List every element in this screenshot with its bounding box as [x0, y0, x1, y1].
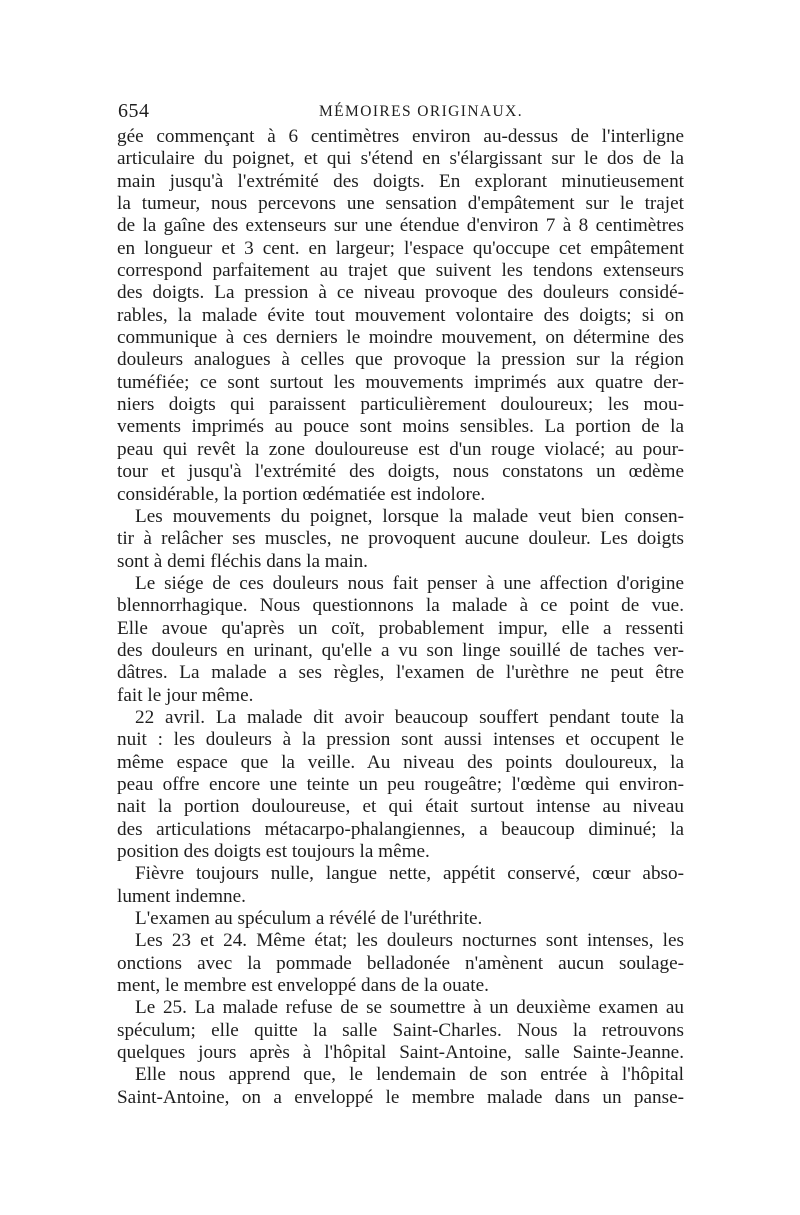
- text-line: Les 23 et 24. Même état; les douleurs nocturnes sont intenses, les: [135, 930, 684, 952]
- running-title: MÉMOIRES ORIGINAUX.: [319, 103, 523, 120]
- text-line: spéculum; elle quitte la salle Saint-Charles. Nous la retrouvons: [117, 1019, 684, 1041]
- text-line: fait le jour même.: [117, 684, 254, 706]
- text-line: Elle avoue qu'après un coït, probablement impur, elle a ressenti: [117, 617, 684, 639]
- text-line: position des doigts est toujours la même.: [117, 841, 430, 862]
- page-header: [118, 100, 684, 126]
- text-line: ment, le membre est enveloppé dans de la ouate.: [117, 975, 489, 997]
- text-line: des douleurs en urinant, qu'elle a vu son linge souillé de taches ver-: [117, 639, 684, 661]
- text-line: lument indemne.: [117, 885, 246, 907]
- text-line: des articulations métacarpo-phalangiennes, a beaucoup diminué; la: [117, 818, 684, 840]
- text-line: tour et jusqu'à l'extrémité des doigts, nous constatons un œdème: [117, 461, 684, 483]
- text-line: Les mouvements du poignet, lorsque la malade veut bien consen-: [135, 505, 684, 527]
- text-line: 22 avril. La malade dit avoir beaucoup souffert pendant toute la: [135, 706, 684, 728]
- text-line: nait la portion douloureuse, et qui était surtout intense au niveau: [117, 796, 684, 818]
- text-line: des doigts. La pression à ce niveau provoque des douleurs considé-: [117, 282, 684, 304]
- text-line: vements imprimés au pouce sont moins sensibles. La portion de la: [117, 416, 684, 438]
- text-line: quelques jours après à l'hôpital Saint-Antoine, salle Sainte-Jeanne.: [117, 1042, 684, 1064]
- text-line: Le 25. La malade refuse de se soumettre à un deuxième examen au: [135, 997, 684, 1019]
- text-line: douleurs analogues à celles que provoque la pression sur la région: [117, 349, 684, 371]
- body-text: [117, 126, 684, 1109]
- text-line: correspond parfaitement au trajet que suivent les tendons extenseurs: [117, 260, 684, 282]
- text-line: niers doigts qui paraissent particulièrement douloureux; les mou-: [117, 394, 684, 416]
- text-line: la tumeur, nous percevons une sensation d'empâtement sur le trajet: [117, 193, 684, 215]
- text-line: sont à demi fléchis dans la main.: [117, 550, 368, 572]
- text-line: onctions avec la pommade belladonée n'amènent aucun soulage-: [117, 952, 684, 974]
- text-line: tuméfiée; ce sont surtout les mouvements imprimés aux quatre der-: [117, 371, 684, 393]
- text-line: Fièvre toujours nulle, langue nette, appétit conservé, cœur abso-: [135, 863, 684, 885]
- text-line: peau offre encore une teinte un peu rougeâtre; l'œdème qui environ-: [117, 773, 684, 795]
- text-line: rables, la malade évite tout mouvement volontaire des doigts; si on: [117, 304, 684, 326]
- text-line: gée commençant à 6 centimètres environ au-dessus de l'interligne: [117, 126, 684, 147]
- text-line: main jusqu'à l'extrémité des doigts. En explorant minutieusement: [117, 170, 684, 192]
- text-line: nuit : les douleurs à la pression sont aussi intenses et occupent le: [117, 729, 684, 751]
- text-line: tir à relâcher ses muscles, ne provoquent aucune douleur. Les doigts: [117, 528, 684, 550]
- text-line: communique à ces derniers le moindre mouvement, on détermine des: [117, 327, 684, 349]
- text-line: blennorrhagique. Nous questionnons la malade à ce point de vue.: [117, 595, 684, 617]
- text-line: dâtres. La malade a ses règles, l'examen de l'urèthre ne peut être: [117, 662, 684, 684]
- text-line: Le siége de ces douleurs nous fait penser à une affection d'origine: [135, 572, 684, 594]
- text-line: articulaire du poignet, et qui s'étend en s'élargissant sur le dos de la: [117, 148, 684, 170]
- text-line: de la gaîne des extenseurs sur une étendue d'environ 7 à 8 centimètres: [117, 215, 684, 237]
- text-line: même espace que la veille. Au niveau des points douloureux, la: [117, 751, 684, 773]
- text-line: Elle nous apprend que, le lendemain de son entrée à l'hôpital: [135, 1064, 684, 1086]
- text-line: L'examen au spéculum a révélé de l'uréthrite.: [135, 908, 483, 930]
- page-number: 654: [118, 100, 150, 122]
- text-line: considérable, la portion œdématiée est indolore.: [117, 483, 486, 505]
- text-line: peau qui revêt la zone douloureuse est d'un rouge violacé; au pour-: [117, 438, 684, 460]
- text-line: en longueur et 3 cent. en largeur; l'espace qu'occupe cet empâtement: [117, 237, 684, 259]
- text-line: Saint-Antoine, on a enveloppé le membre malade dans un panse-: [117, 1086, 684, 1108]
